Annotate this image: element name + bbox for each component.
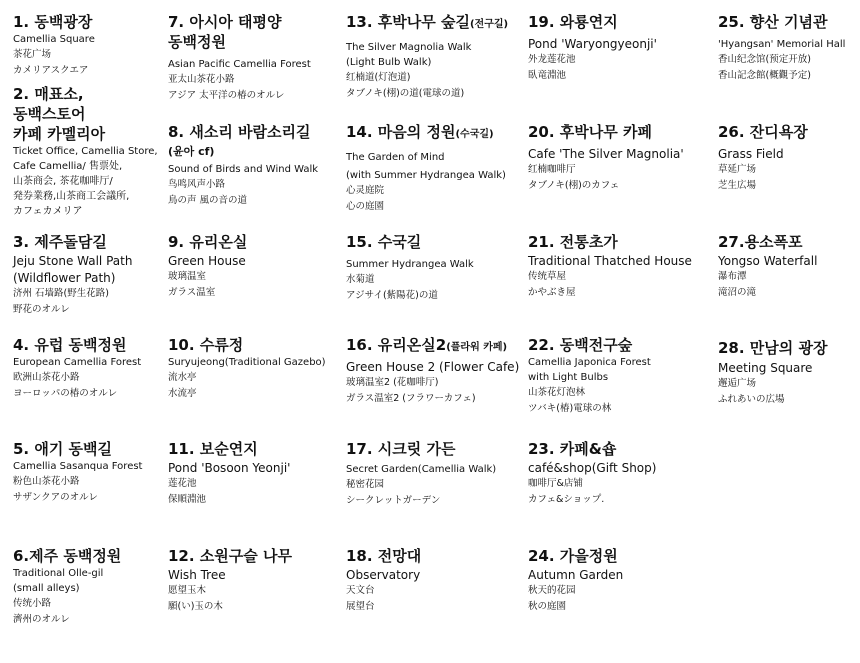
item-title-line: 동백정원 (168, 33, 226, 51)
item-english: The Garden of Mind (346, 152, 445, 163)
item-japanese: ヨーロッパの椿のオルレ (13, 388, 118, 399)
item-chinese: 流水亭 (168, 372, 197, 383)
item-title: 9. 유리온실 (168, 233, 248, 251)
item-english: Cafe 'The Silver Magnolia' (528, 147, 684, 161)
legend-item-18 (346, 546, 421, 615)
item-chinese: 愿望玉木 (168, 585, 207, 596)
item-chinese: 莲花池 (168, 478, 197, 489)
item-english: Traditional Thatched House (528, 254, 692, 268)
item-japanese: アジサイ(紫陽花)の道 (346, 290, 438, 301)
item-title-line: (윤아 cf) (168, 145, 215, 158)
item-chinese: 红楠道(灯泡道) (346, 72, 411, 83)
item-title-note: (전구길) (469, 19, 509, 30)
item-japanese: 願(い)玉の木 (168, 601, 223, 612)
item-japanese: アジア 太平洋の椿のオルレ (168, 90, 285, 101)
item-japanese: 保順淵池 (168, 494, 207, 505)
item-japanese: カフェカメリア (13, 206, 83, 217)
item-japanese: かやぶき屋 (528, 287, 576, 298)
item-title: 14. 마음의 정원(수국길) (346, 123, 494, 141)
legend-item-12 (168, 546, 292, 615)
legend-item-24 (528, 546, 623, 615)
item-japanese: タブノキ(栩)の道(電球の道) (346, 88, 465, 99)
item-japanese: 野花のオルレ (13, 304, 70, 315)
item-english: Camellia Square (13, 34, 95, 45)
item-chinese: 心灵庭院 (346, 185, 385, 196)
item-english: café&shop(Gift Shop) (528, 461, 657, 475)
item-japanese: 香山記念館(概觀予定) (718, 70, 811, 81)
legend-item-28 (718, 338, 827, 408)
legend-item-7 (168, 12, 311, 104)
legend-item-22 (528, 335, 651, 417)
item-english: Sound of Birds and Wind Walk (168, 164, 319, 175)
item-title-line: 동백스토어 (13, 105, 86, 123)
item-title: 27.용소폭포 (718, 233, 803, 251)
legend-item-8 (168, 122, 318, 209)
item-chinese: 欧洲山茶花小路 (13, 372, 80, 383)
legend-item-1 (13, 12, 95, 79)
legend-item-16 (346, 335, 519, 407)
item-title: 25. 향산 기념관 (718, 13, 828, 31)
item-japanese: シークレットガーデン (346, 495, 441, 506)
item-japanese: 芝生広場 (718, 180, 757, 191)
item-japanese: 水流亭 (168, 388, 197, 399)
item-english: Pond 'Waryongyeonji' (528, 37, 657, 51)
legend-item-20 (528, 122, 684, 194)
item-chinese: 咖啡厅&店铺 (528, 478, 583, 489)
item-title: 10. 수류정 (168, 336, 244, 354)
item-chinese: 山茶花灯泡林 (528, 387, 586, 398)
item-title: 12. 소원구슬 나무 (168, 547, 292, 565)
legend-item-23 (528, 439, 656, 508)
item-japanese: タブノキ(栩)のカフェ (528, 180, 620, 191)
item-title: 23. 카페&숍 (528, 440, 617, 458)
item-english: Suryujeong(Traditional Gazebo) (168, 357, 326, 368)
item-english: (small alleys) (13, 583, 80, 594)
legend-item-14 (346, 122, 506, 215)
item-english: with Light Bulbs (528, 372, 609, 383)
legend-item-10 (168, 335, 326, 402)
item-japanese: 濟州のオルレ (13, 614, 70, 625)
item-english: Pond 'Bosoon Yeonji' (168, 461, 291, 475)
item-chinese: 亚太山茶花小路 (168, 74, 235, 85)
item-title-note: (수국길) (455, 129, 494, 140)
item-chinese: 秋天的花园 (528, 585, 576, 596)
legend-item-4 (13, 335, 141, 402)
item-english: Cafe Camellia/ 售票处, (13, 161, 123, 172)
item-title: 21. 전통초가 (528, 233, 618, 251)
item-title: 18. 전망대 (346, 547, 422, 565)
legend-item-9 (168, 232, 247, 301)
item-chinese: 山茶商会, 茶花咖啡厅/ (13, 176, 113, 187)
item-chinese: 秘密花园 (346, 479, 385, 490)
legend-item-3 (13, 232, 132, 318)
item-japanese: 展望台 (346, 601, 375, 612)
item-chinese: 草延广场 (718, 164, 757, 175)
item-japanese: ガラス温室2 (フラワーカフェ) (346, 393, 476, 404)
legend-item-27 (718, 232, 817, 301)
item-english: (Wildflower Path) (13, 271, 116, 285)
item-chinese: 粉色山茶花小路 (13, 476, 80, 487)
item-english: Wish Tree (168, 568, 226, 582)
item-chinese: 瀑布潭 (718, 271, 747, 282)
item-title: 20. 후박나무 카페 (528, 123, 652, 141)
item-english: Secret Garden(Camellia Walk) (346, 464, 497, 475)
item-english: Ticket Office, Camellia Store, (13, 146, 158, 157)
item-japanese: 発券業務,山茶商工会議所, (13, 191, 130, 202)
legend-item-2 (13, 84, 158, 219)
item-japanese: 臥竜淵池 (528, 70, 567, 81)
item-chinese: 茶花广场 (13, 49, 52, 60)
item-english: Autumn Garden (528, 568, 624, 582)
item-chinese: 玻璃温室 (168, 271, 207, 282)
item-title: 8. 새소리 바람소리길 (168, 123, 311, 141)
item-chinese: 传统小路 (13, 598, 52, 609)
item-chinese: 传统草屋 (528, 271, 567, 282)
item-title: 28. 만남의 광장 (718, 339, 828, 357)
item-english: 'Hyangsan' Memorial Hall (718, 39, 846, 50)
item-title: 1. 동백광장 (13, 13, 93, 31)
legend-item-15 (346, 232, 474, 304)
item-chinese: 玻璃温室2 (花咖啡厅) (346, 377, 439, 388)
item-title: 15. 수국길 (346, 233, 422, 251)
legend-item-5 (13, 439, 142, 506)
item-english: Traditional Olle-gil (13, 568, 104, 579)
legend-item-26 (718, 122, 808, 194)
item-english: Camellia Japonica Forest (528, 357, 651, 368)
item-english: Green House 2 (Flower Cafe) (346, 360, 520, 374)
item-english: Meeting Square (718, 361, 813, 375)
legend-item-21 (528, 232, 692, 301)
item-japanese: ふれあいの広場 (718, 394, 785, 405)
item-english: Observatory (346, 568, 421, 582)
item-english: Summer Hydrangea Walk (346, 259, 474, 270)
item-title: 17. 시크릿 가든 (346, 440, 456, 458)
item-title: 19. 와룡연지 (528, 13, 618, 31)
item-title-note: (플라워 카페) (446, 342, 508, 353)
item-chinese: 水菊道 (346, 274, 375, 285)
item-english: Green House (168, 254, 246, 268)
item-title: 16. 유리온실2(플라워 카페) (346, 336, 508, 354)
item-english: European Camellia Forest (13, 357, 142, 368)
item-english: Yongso Waterfall (718, 254, 818, 268)
item-title: 3. 제주돌담길 (13, 233, 107, 251)
item-english: Grass Field (718, 147, 784, 161)
item-japanese: カフェ&ショップ. (528, 494, 605, 505)
item-title: 6.제주 동백정원 (13, 547, 122, 565)
item-title: 26. 잔디욕장 (718, 123, 808, 141)
item-japanese: 鳥の声 風の音の道 (168, 195, 248, 206)
item-japanese: ガラス温室 (168, 287, 216, 298)
item-english: The Silver Magnolia Walk (346, 42, 472, 53)
item-chinese: 济州 石墙路(野生花路) (13, 288, 109, 299)
item-chinese: 鸟鸣风声小路 (168, 179, 226, 190)
item-english: (Light Bulb Walk) (346, 57, 432, 68)
item-english: Jeju Stone Wall Path (13, 254, 133, 268)
item-english: Asian Pacific Camellia Forest (168, 59, 311, 70)
item-title: 22. 동백전구숲 (528, 336, 633, 354)
legend-item-11 (168, 439, 290, 508)
item-english: Camellia Sasanqua Forest (13, 461, 143, 472)
item-chinese: 天文台 (346, 585, 375, 596)
item-title: 13. 후박나무 숲길(전구길) (346, 13, 509, 31)
item-chinese: 香山纪念馆(预定开放) (718, 54, 811, 65)
item-title: 4. 유럽 동백정원 (13, 336, 127, 354)
item-japanese: 滝沼の滝 (718, 287, 757, 298)
item-chinese: 邂逅广场 (718, 378, 757, 389)
legend-item-25 (718, 12, 845, 84)
item-title: 11. 보순연지 (168, 440, 258, 458)
item-title: 7. 아시아 태평양 (168, 13, 282, 31)
item-japanese: 心の庭園 (346, 201, 385, 212)
item-title: 5. 애기 동백길 (13, 440, 113, 458)
legend-item-13 (346, 12, 508, 102)
item-title-line: 카페 카멜리아 (13, 125, 106, 143)
legend-item-17 (346, 439, 496, 509)
item-chinese: 红楠咖啡厅 (528, 164, 576, 175)
item-japanese: カメリアスクエア (13, 65, 89, 76)
item-title: 24. 가을정원 (528, 547, 618, 565)
legend-item-19 (528, 12, 657, 84)
item-chinese: 外龙莲花池 (528, 54, 576, 65)
item-english: (with Summer Hydrangea Walk) (346, 170, 506, 181)
item-japanese: ツバキ(椿)電球の林 (528, 403, 612, 414)
item-japanese: 秋の庭園 (528, 601, 567, 612)
legend-item-6 (13, 546, 121, 628)
item-japanese: サザンクアのオルレ (13, 492, 98, 503)
item-title: 2. 매표소, (13, 85, 84, 103)
